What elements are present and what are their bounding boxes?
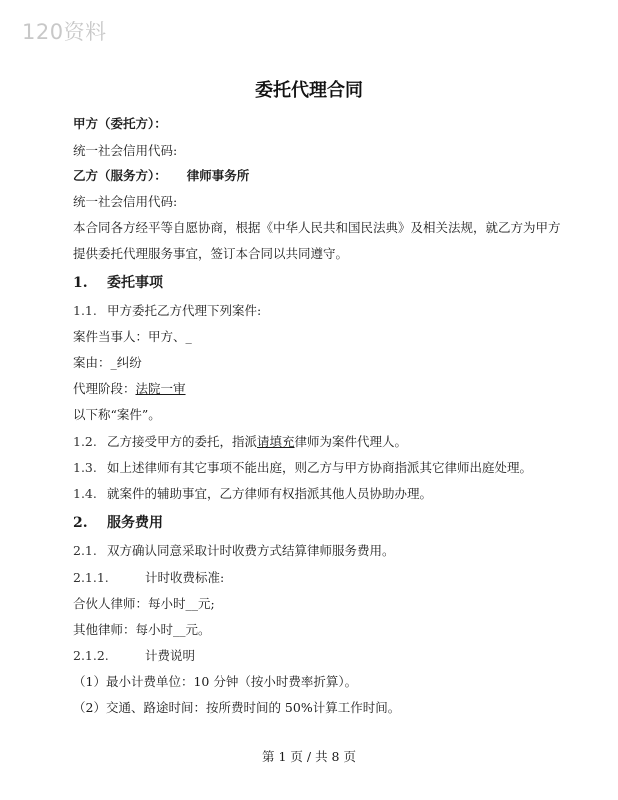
clause-2-1-number: 2.1. <box>73 543 97 558</box>
clause-1-3-text: 如上述律师有其它事项不能出庭，则乙方与甲方协商指派其它律师出庭处理。 <box>107 460 533 475</box>
intro-line-2: 提供委托代理服务事宜，签订本合同以共同遵守。 <box>73 246 349 261</box>
document-title: 委托代理合同 <box>255 80 363 101</box>
party-a-label: 甲方（委托方）： <box>73 116 167 131</box>
page-number-footer: 第 1 页 / 共 8 页 <box>262 749 356 764</box>
clause-2-1-1-number: 2.1.1. <box>73 570 109 585</box>
agency-stage-line <box>73 379 186 397</box>
section-2-number: 2. <box>73 515 88 531</box>
agency-stage-value: 法院一审 <box>135 381 186 396</box>
clause-1-3-number: 1.3. <box>73 460 97 475</box>
case-parties-label: 案件当事人：甲方、 <box>73 329 186 344</box>
other-rate-blank: __ <box>173 622 186 637</box>
case-parties-blank: _ <box>185 329 192 344</box>
partner-rate-label: 合伙人律师：每小时 <box>73 596 186 611</box>
clause-2-1-2 <box>73 646 195 664</box>
watermark-logo: 120资料 <box>22 20 107 44</box>
partner-rate-suffix: 元; <box>198 596 215 611</box>
section-2-heading <box>73 512 163 532</box>
other-rate-line <box>73 620 211 638</box>
section-2-title: 服务费用 <box>107 515 163 531</box>
party-b-name: 律师事务所 <box>186 168 250 183</box>
clause-1-2 <box>73 432 407 450</box>
clause-1-4-text: 就案件的辅助事宜，乙方律师有权指派其他人员协助办理。 <box>107 486 433 501</box>
billing-note-2: （2）交通、路途时间：按所费时间的 50%计算工作时间。 <box>73 700 401 715</box>
clause-1-3 <box>73 458 532 476</box>
clause-1-2-text-before: 乙方接受甲方的委托，指派 <box>107 434 258 449</box>
intro-line-1: 本合同各方经平等自愿协商，根据《中华人民共和国民法典》及相关法规，就乙方为甲方 <box>73 220 561 235</box>
section-1-number: 1. <box>73 275 88 291</box>
clause-1-2-number: 1.2. <box>73 434 97 449</box>
billing-note-1: （1）最小计费单位：10 分钟（按小时费率折算）。 <box>73 674 358 689</box>
party-a-credit-code: 统一社会信用代码: <box>73 143 178 158</box>
clause-1-4-number: 1.4. <box>73 486 97 501</box>
clause-2-1-2-text: 计费说明 <box>145 648 196 663</box>
clause-1-1-text: 甲方委托乙方代理下列案件: <box>107 303 262 318</box>
section-1-title: 委托事项 <box>107 275 163 291</box>
case-cause-blank: _ <box>110 355 117 370</box>
clause-2-1-1 <box>73 568 224 586</box>
clause-2-1-1-text: 计时收费标准: <box>145 570 225 585</box>
case-alias-line: 以下称“案件”。 <box>73 407 161 422</box>
clause-2-1 <box>73 541 395 559</box>
case-cause-label: 案由： <box>73 355 111 370</box>
partner-rate-blank: __ <box>185 596 199 611</box>
case-cause-line <box>73 353 142 371</box>
other-rate-suffix: 元。 <box>185 622 211 637</box>
partner-rate-line <box>73 594 215 612</box>
clause-1-1-number: 1.1. <box>73 303 97 318</box>
clause-2-1-2-number: 2.1.2. <box>73 648 109 663</box>
other-rate-label: 其他律师：每小时 <box>73 622 174 637</box>
party-b-credit-code: 统一社会信用代码: <box>73 194 178 209</box>
case-parties-line <box>73 327 192 345</box>
clause-1-1 <box>73 301 261 319</box>
party-b-label: 乙方（服务方）： <box>73 168 167 183</box>
clause-1-4 <box>73 484 432 502</box>
agency-stage-label: 代理阶段： <box>73 381 136 396</box>
lawyer-name-blank: 请填充 <box>257 434 295 449</box>
clause-1-2-text-after: 律师为案件代理人。 <box>294 434 408 449</box>
clause-2-1-text: 双方确认同意采取计时收费方式结算律师服务费用。 <box>107 543 395 558</box>
party-b-line <box>73 166 249 184</box>
section-1-heading <box>73 272 163 292</box>
case-cause-suffix: 纠纷 <box>116 355 142 370</box>
